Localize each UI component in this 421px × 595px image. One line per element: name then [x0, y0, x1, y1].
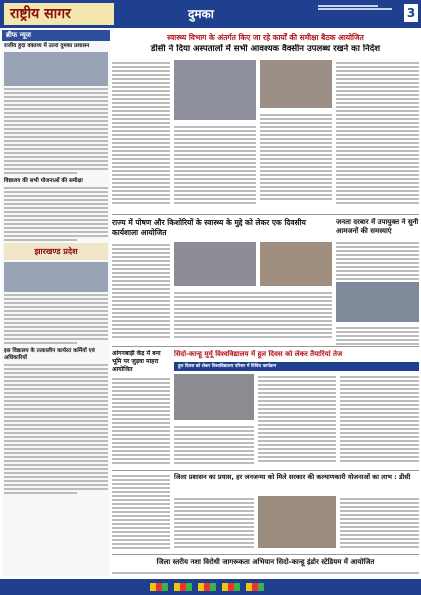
story1-photo-2: [260, 60, 332, 108]
headline-anganwadi: आंगनबाड़ी केंद्र में बना भूमि पर जुड़वा माहरा आयोजित: [112, 350, 161, 373]
brief2-banner: [4, 243, 108, 260]
main-area: [112, 30, 419, 576]
brief1-text: [4, 88, 108, 174]
headline-health-review: स्वास्थ्य विभाग के अंतर्गत किए जा रहे कार्यों की समीक्षा बैठक आयोजित: [167, 33, 364, 42]
brief2-headline: झारखण्ड प्रदेश: [34, 246, 78, 256]
headline-nutrition-workshop: राज्य में पोषण और किशोरियों के स्वास्थ्य के मुद्दे को लेकर एक दिवसीय कार्यशाला आयोजित: [112, 218, 306, 237]
story3-text-mid: [174, 290, 332, 342]
story7-text: [174, 496, 254, 552]
story8-text: [112, 570, 419, 576]
story5-text: [112, 376, 170, 466]
story6-text-left: [174, 424, 254, 466]
university-subhead: हूल दिवस को लेकर विश्वविद्यालय परिसर में विविध कार्यक्रम: [178, 364, 277, 369]
story3-text: [112, 242, 170, 342]
story7-text-right: [340, 496, 419, 552]
page-info: [318, 4, 400, 11]
separator: [112, 470, 419, 471]
newspaper-logo: राष्ट्रीय सागर: [4, 3, 114, 25]
city-name: दुमका: [188, 7, 214, 21]
left-column: [2, 30, 110, 576]
masthead-bar: [0, 0, 421, 28]
separator: [112, 554, 419, 555]
brief3-headline: विद्यालय की सभी योजनाओं की समीक्षा: [4, 178, 83, 184]
story4-photo: [336, 282, 419, 322]
headline-janta-darbar: जनता दरबार में उपायुक्त ने सुनी आमजनों की समस्याएं: [336, 218, 419, 235]
page-number: 3: [404, 4, 418, 22]
headline-welfare-schemes: जिला प्रशासन का प्रयास, हर जनजन्मा को मिले सरकार की कल्याणकारी योजनाओं का लाभ : डीसी: [174, 473, 411, 481]
story3-photo: [174, 242, 256, 286]
separator: [112, 214, 419, 215]
brief3-text: [4, 187, 108, 241]
footer-bar: [0, 579, 421, 595]
story7-text-left: [112, 473, 170, 551]
story7-photo: [258, 496, 336, 548]
story6-text-right: [340, 374, 419, 466]
headline-anti-drug: जिला स्तरीय नशा विरोधी जागरूकता अभियान सिदो-कान्हू इंडोर स्टेडियम में आयोजित: [156, 558, 375, 566]
story6-photo: [174, 374, 254, 420]
brief1-photo: [4, 52, 108, 86]
story4-text: [336, 240, 419, 280]
brief1-headline: राजीव हुदा वक्तव्य में उतरा दुमका प्रशासन: [4, 43, 90, 49]
story4-text-2: [336, 325, 419, 345]
headline-vaccine-direction: डीसी ने दिया अस्पतालों में सभी आवश्यक वैक्सीन उपलब्ध रखने का निर्देश: [150, 44, 381, 54]
brief-news-label: ब्रीफ न्यूज: [2, 30, 110, 41]
story1-text-mid: [174, 124, 256, 210]
brief4-headline: इस विद्यालय के तत्कालीन कार्यरत कर्मियों एवं अधिकारियों: [4, 348, 95, 361]
story1-photo: [174, 60, 256, 120]
story1-text-far-right: [336, 60, 419, 210]
brief2-text: [4, 294, 108, 344]
footer-decoration: [150, 583, 270, 591]
separator: [112, 346, 419, 347]
story1-text-right: [260, 112, 332, 210]
university-subhead-bar: [174, 362, 419, 371]
story6-text: [258, 374, 336, 466]
story1-text-left: [112, 60, 170, 210]
brief2-photo: [4, 262, 108, 292]
brief4-text: [4, 364, 108, 494]
story3-photo-2: [260, 242, 332, 286]
headline-university: सिदो-कान्हू मुर्मू विश्वविद्यालय में हूल दिवस को लेकर तैयारियां तेज: [174, 350, 343, 358]
